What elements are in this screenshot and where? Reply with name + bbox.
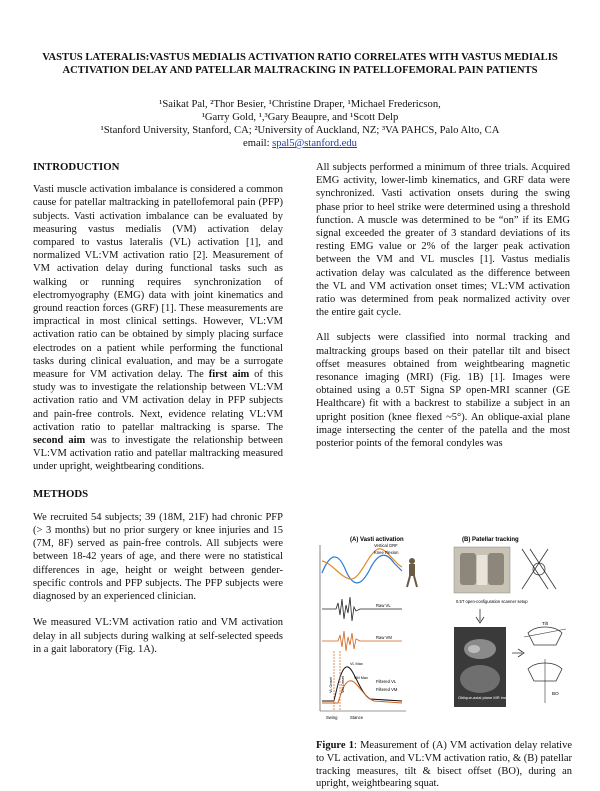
introduction-paragraph xyxy=(33,183,283,473)
panel-a-title: (A) Vasti activation xyxy=(350,537,404,543)
email-link[interactable]: spal5@stanford.edu xyxy=(272,138,357,149)
legend-filtered-vl: Filtered VL xyxy=(376,679,397,684)
methods-paragraph-2: We measured VL:VM activation ratio and VM activation delay in all subjects during walking at self-selected speeds in a gait laboratory (Fig. 1A). xyxy=(33,617,283,655)
walking-person-icon xyxy=(407,558,417,587)
left-column xyxy=(33,161,283,656)
intro-text-3: was to investigate the relationship between VL:VM activation ratio and patellar maltracking measured under upright, weightbearing conditions. xyxy=(33,435,283,473)
mri-label-line: Oblique-axial plane MR image xyxy=(458,695,512,700)
scanner-label: 0.5T open-configuration scanner setup xyxy=(456,599,528,604)
vl-onset-label: VL Onset xyxy=(329,677,333,693)
affiliations: ¹Stanford University, Stanford, CA; ²University of Auckland, NZ; ³VA PAHCS, Palo Alto, CA xyxy=(100,125,500,136)
intro-text-1: Vasti muscle activation imbalance is considered a common cause for patellar maltracking in patellofemoral pain (PFP) subjects. Vasti activation imbalance can be evaluated by measuring vastus medialis (VM) activation delay compared to vastus lateralis (VL) activation [1], and normalized VL:VM activation ratio [2]. Measurement of VM activation delay during functional tasks such as walking or running requires synchronization of electromyography (EMG) data with joint kinematics and ground reaction forces (GRF) [1]. These measurements are impractical in most clinical settings. However, VL:VM activation ratio can be obtained by simply placing surface electrodes on a patient while performing the functional tasks during clinical evaluation, and may be a surrogate measure for VM activation delay. The xyxy=(33,184,283,381)
email-line xyxy=(40,137,560,150)
legend-raw-vl: Raw VL xyxy=(376,603,391,608)
legend-filtered-vm: Filtered VM xyxy=(376,687,398,692)
introduction-heading: INTRODUCTION xyxy=(33,161,120,173)
figure-1-graphic xyxy=(316,533,568,735)
vl-max-label: VL Max xyxy=(350,662,363,666)
bisect-offset-diagram xyxy=(528,659,562,703)
stance-label: Stance xyxy=(350,715,364,720)
raw-vl-signal xyxy=(322,597,402,621)
legend-knee-flexion: Knee Flexion xyxy=(374,550,399,555)
scanner-photo xyxy=(454,547,510,593)
caption-label: Figure 1 xyxy=(316,740,354,751)
figure-caption xyxy=(316,740,572,791)
methods-heading: METHODS xyxy=(33,487,89,500)
email-label: email: xyxy=(243,138,273,149)
authors-line-1: ¹Saikat Pal, ²Thor Besier, ¹Christine Draper, ¹Michael Fredericson, xyxy=(159,99,441,110)
second-aim: second aim xyxy=(33,435,86,447)
right-paragraph-2: All subjects were classified into normal tracking and maltracking groups based on their patellar tilt and bisect offset measures obtained from weightbearing magnetic resonance imaging (MRI) (Fig. 1B) [1]. Images were obtained using a 0.5T Signa SP open-MRI scanner (GE Healthcare) fit with a backrest to stabilize a subject in an upright position (knee flexed ~5°). An oblique-axial plane image intersecting the center of the patella and the most posterior points of the femoral condyles was xyxy=(316,332,570,450)
knee-sketch-icon xyxy=(522,549,556,589)
legend-raw-vm: Raw VM xyxy=(376,635,392,640)
right-arrow-icon xyxy=(512,649,524,657)
vm-onset-label: VM Onset xyxy=(341,676,345,693)
right-paragraph-1: All subjects performed a minimum of three trials. Acquired EMG activity, lower-limb kinematics, and GRF data were synchronized. Vasti activation onsets during the swing phase prior to heel strike were determined using a threshold function. A muscle was determined to be “on” if its EMG signal exceeded the greater of 3 standard deviations of its resting EMG value or 2% of the larger peak activation between the VM and VL muscles [1]. Vastus medialis activation delay was calculated as the difference between the VL and VM activation onset times; VL:VM activation ratio was determined from peak normalized activity over the entire gait cycle. xyxy=(316,162,570,319)
right-column xyxy=(316,161,570,450)
panel-b-title: (B) Patellar tracking xyxy=(462,537,519,543)
first-aim: first aim xyxy=(208,369,250,381)
vm-max-label: VM Max xyxy=(354,676,368,680)
down-arrow-icon xyxy=(476,609,484,623)
swing-label: Swing xyxy=(326,715,338,720)
figure-1 xyxy=(316,533,568,755)
methods-paragraph-1: We recruited 54 subjects; 39 (18M, 21F) had chronic PFP (> 3 months) but no prior surgery or knee injuries and 15 (7M, 8F) served as pain-free controls. All subjects were between 18-42 years of age, and there were no statistical differences in age, height or weight between gender-specific controls and PFP subjects. The PFP subjects were diagnosed by an experienced clinician. xyxy=(33,511,283,603)
authors-line-2: ¹Garry Gold, ¹,³Gary Beaupre, and ¹Scott Delp xyxy=(201,112,399,123)
paper-title: VASTUS LATERALIS:VASTUS MEDIALIS ACTIVATION RATIO CORRELATES WITH VASTUS MEDIALIS ACTIVATION DELAY AND PATELLAR MALTRACKING IN PATELLOFEMORAL PAIN PATIENTS xyxy=(42,52,558,76)
caption-text: : Measurement of (A) VM activation delay relative to VL activation, and VL:VM activation ratio, & (B) patellar tracking measures, tilt & bisect offset (BO), during an upright, weightbearing squat. xyxy=(316,740,572,790)
bo-label: BO xyxy=(552,691,559,696)
intro-text-2: of this study was to investigate the relationship between VL:VM activation ratio and VM activation delay in PFP subjects and pain-free controls. Next, evidence relating VL:VM activation ratio to patellar maltracking is sparse. The xyxy=(33,369,284,433)
tilt-label: Tilt xyxy=(542,621,548,626)
tilt-diagram xyxy=(524,627,566,645)
raw-vm-signal xyxy=(322,631,402,651)
author-block xyxy=(40,98,560,150)
legend-vertical-grf: Vertical GRF xyxy=(374,543,398,548)
